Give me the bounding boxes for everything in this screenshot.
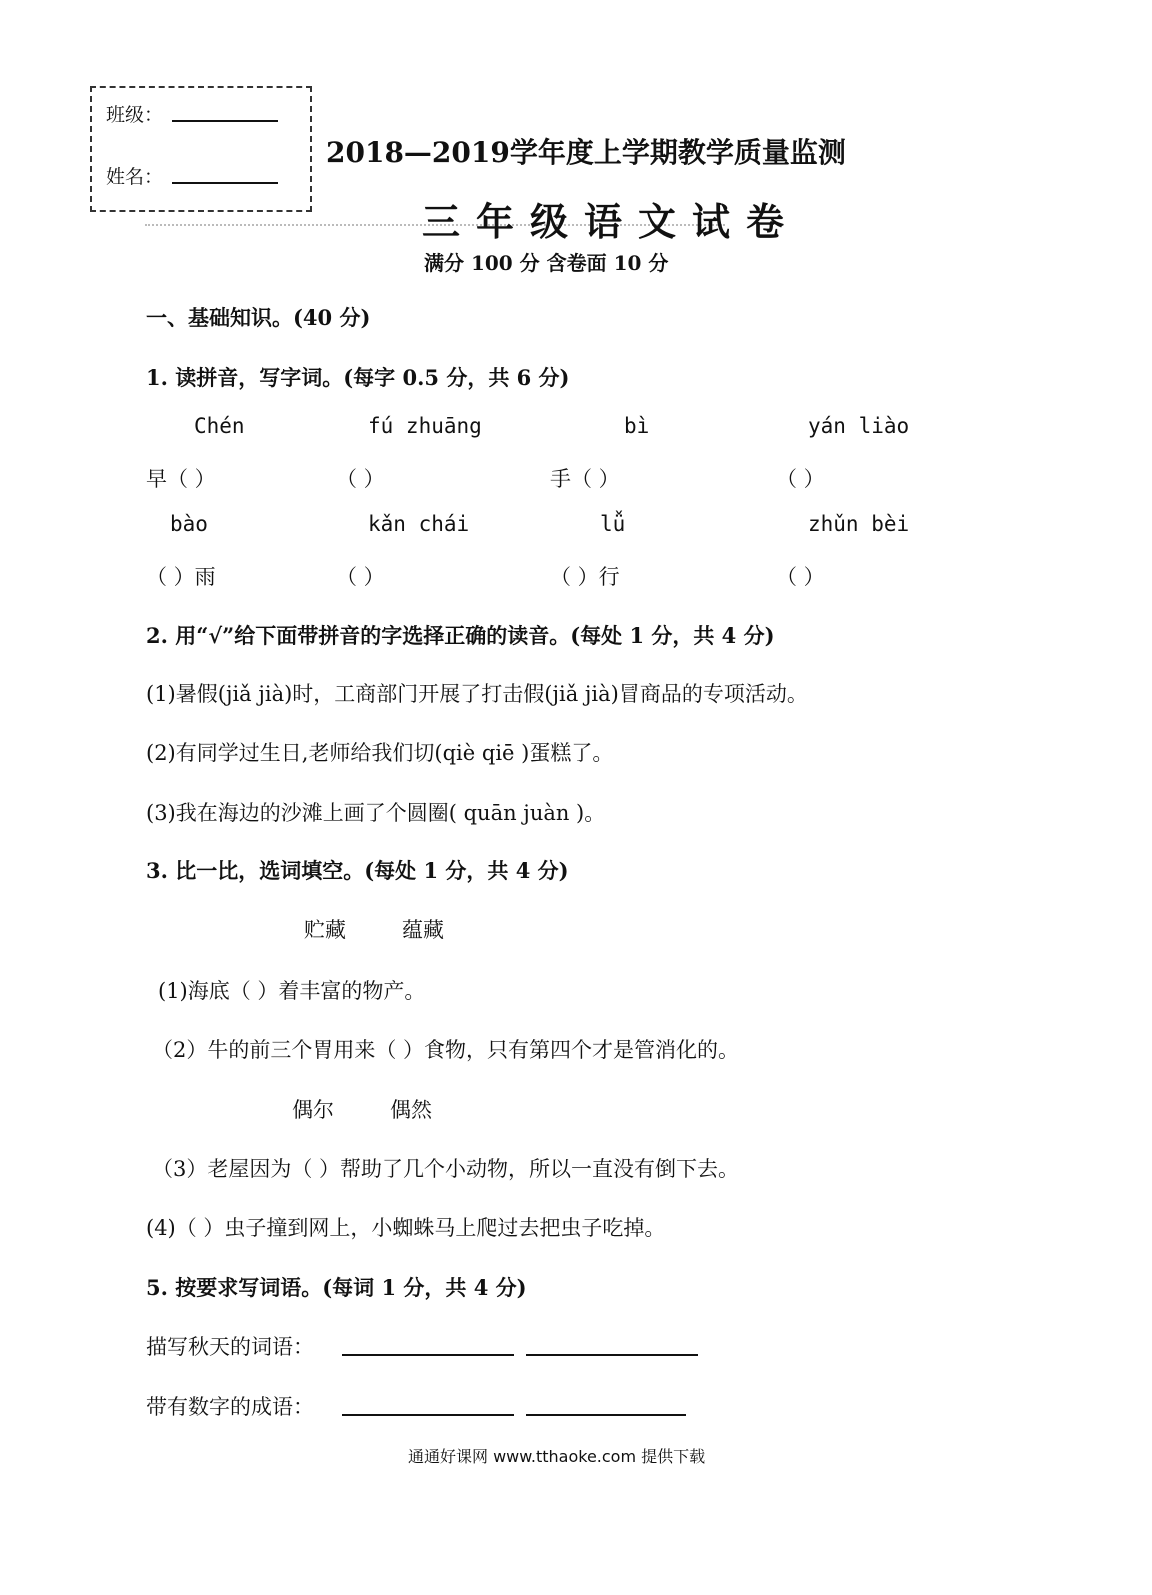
q1-answer-6[interactable]: （ ） — [336, 565, 385, 589]
q1-pinyin-6: kǎn chái — [368, 512, 470, 536]
q3-word-4: 偶然 — [390, 1098, 432, 1122]
q1-pinyin-7: lǚ — [600, 512, 626, 536]
q3-item-4[interactable]: (4)（ ）虫子撞到网上，小蜘蛛马上爬过去把虫子吃掉。 — [146, 1216, 666, 1240]
q5-row-2-blank-1[interactable] — [342, 1414, 514, 1416]
q3-item-3[interactable]: （3）老屋因为（ ）帮助了几个小动物，所以一直没有倒下去。 — [152, 1157, 740, 1181]
q1-pinyin-1: Chén — [194, 414, 245, 438]
q2-item-3[interactable]: (3)我在海边的沙滩上画了个圆圈( quān juàn )。 — [146, 801, 606, 825]
name-field[interactable] — [172, 182, 278, 184]
q1-pinyin-2: fú zhuāng — [368, 414, 482, 438]
q5-row-2-label: 带有数字的成语： — [146, 1395, 314, 1419]
q3-item-2[interactable]: （2）牛的前三个胃用来（ ）食物，只有第四个才是管消化的。 — [152, 1038, 740, 1062]
q1-pinyin-8: zhǔn bèi — [808, 512, 910, 536]
q1-pinyin-4: yán liào — [808, 414, 910, 438]
class-field[interactable] — [172, 120, 278, 122]
name-label: 姓名： — [106, 166, 164, 188]
q1-heading: 1. 读拼音，写字词。(每字 0.5 分，共 6 分) — [146, 365, 570, 390]
q5-row-1-label: 描写秋天的词语： — [146, 1335, 314, 1359]
q5-row-2-blank-2[interactable] — [526, 1414, 686, 1416]
footer-text: 通通好课网 www.tthaoke.com 提供下载 — [408, 1447, 706, 1466]
q3-word-1: 贮藏 — [304, 918, 346, 942]
q5-row-1-blank-2[interactable] — [526, 1354, 698, 1356]
exam-subtitle: 三年级语文试卷 — [422, 199, 801, 244]
q1-answer-1[interactable]: 早（ ） — [146, 467, 216, 491]
q1-answer-8[interactable]: （ ） — [776, 565, 825, 589]
q5-heading: 5. 按要求写词语。(每词 1 分，共 4 分) — [146, 1275, 527, 1300]
exam-title: 2018—2019学年度上学期教学质量监测 — [326, 136, 846, 169]
q3-word-3: 偶尔 — [292, 1098, 334, 1122]
q2-heading: 2. 用“√”给下面带拼音的字选择正确的读音。(每处 1 分，共 4 分) — [146, 623, 775, 648]
score-note: 满分 100 分 含卷面 10 分 — [424, 251, 669, 275]
q2-item-2[interactable]: (2)有同学过生日,老师给我们切(qiè qiē )蛋糕了。 — [146, 741, 614, 765]
part1-heading: 一、基础知识。(40 分) — [146, 305, 371, 330]
q3-heading: 3. 比一比，选词填空。(每处 1 分，共 4 分) — [146, 858, 569, 883]
q1-answer-3[interactable]: 手（ ） — [550, 467, 620, 491]
q3-word-2: 蕴藏 — [402, 918, 444, 942]
q1-answer-4[interactable]: （ ） — [776, 467, 825, 491]
student-info-box — [90, 86, 312, 212]
class-label: 班级： — [106, 104, 164, 126]
q1-answer-2[interactable]: （ ） — [336, 467, 385, 491]
q5-row-1-blank-1[interactable] — [342, 1354, 514, 1356]
q1-answer-5[interactable]: （ ）雨 — [146, 565, 216, 589]
q2-item-1[interactable]: (1)暑假(jiǎ jià)时，工商部门开展了打击假(jiǎ jià)冒商品的专项活动。 — [146, 682, 808, 706]
q1-pinyin-5: bào — [170, 512, 208, 536]
q1-pinyin-3: bì — [624, 414, 650, 438]
q3-item-1[interactable]: (1)海底（ ）着丰富的物产。 — [158, 979, 426, 1003]
q1-answer-7[interactable]: （ ）行 — [550, 565, 620, 589]
